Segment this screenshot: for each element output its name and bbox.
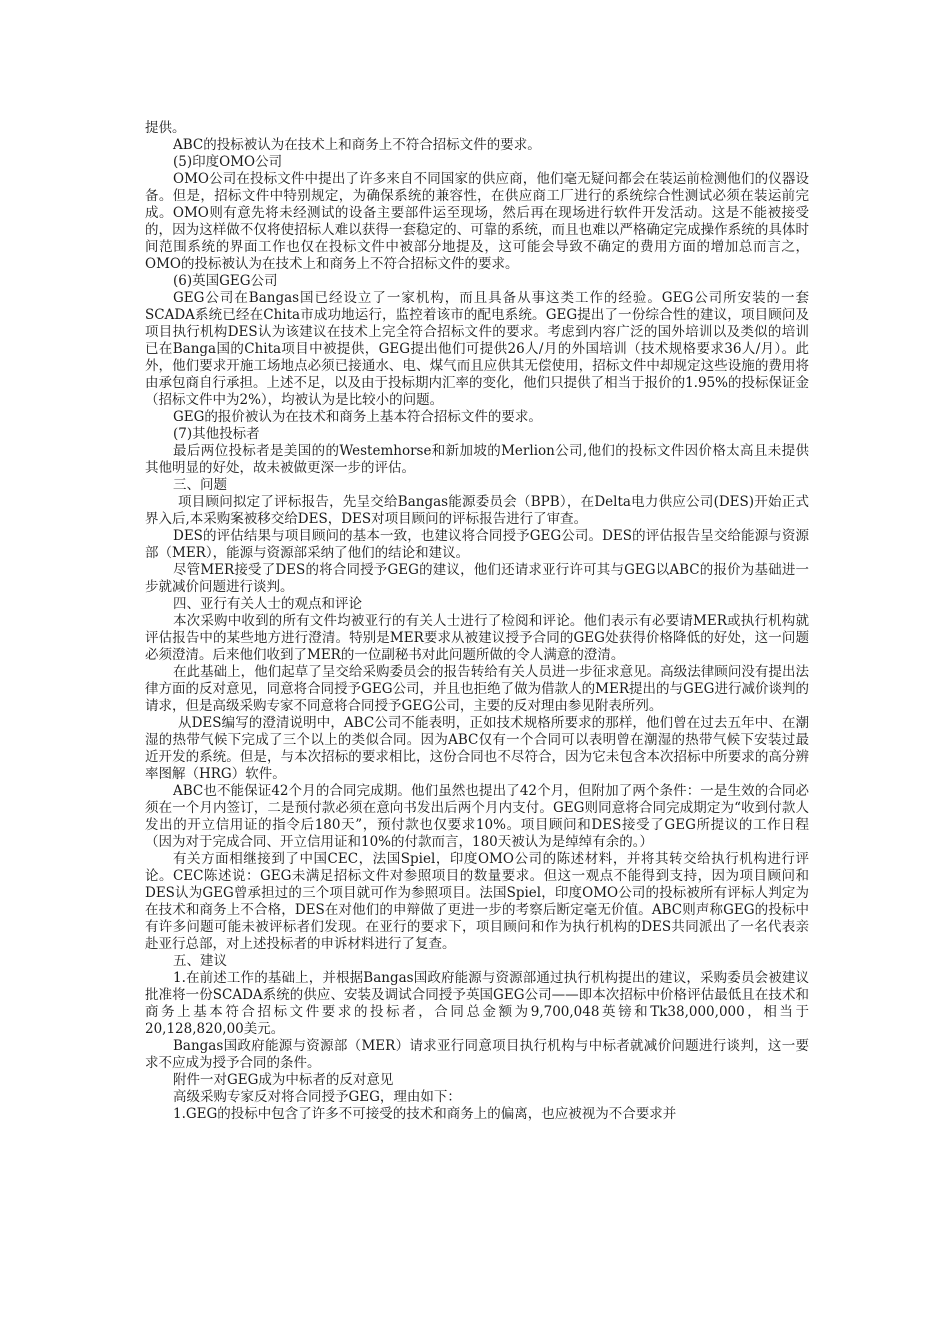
paragraph: 高级采购专家反对将合同授予GEG，理由如下：: [173, 1089, 461, 1105]
paragraph: GEG的报价被认为在技术和商务上基本符合招标文件的要求。: [173, 409, 542, 425]
section-heading: (5)印度OMO公司: [173, 154, 283, 170]
section-heading: (7)其他投标者: [173, 426, 260, 442]
paragraph: DES的评估结果与项目顾问的基本一致，也建议将合同授予GEG公司。DES的评估报告呈交给能源与资源部（MER），能源与资源部采纳了他们的结论和建议。: [145, 528, 809, 561]
document-body: [145, 120, 809, 1123]
paragraph: OMO公司在投标文件中提出了许多来自不同国家的供应商，他们毫无疑问都会在装运前检测他们的仪器设备。但是，招标文件中特别规定，为确保系统的兼容性，在供应商工厂进行的系统综合性测试必须在装运前完成。OMO则有意先将未经测试的设备主要部件运至现场，然后再在现场进行软件开发活动。这是不能被接受的，因为这样做不仅将使招标人难以获得一套稳定的、可靠的系统，而且也难以严格确定完成操作系统的具体时间范围系统的界面工作也仅在投标文件中被部分地提及，这可能会导致不确定的费用方面的增加总而言之，OMO的投标被认为在技术上和商务上不符合招标文件的要求。: [145, 171, 809, 272]
paragraph: 1.GEG的投标中包含了许多不可接受的技术和商务上的偏离，也应被视为不合要求并: [173, 1106, 677, 1122]
section-heading: (6)英国GEG公司: [173, 273, 278, 289]
paragraph: 在此基础上，他们起草了呈交给采购委员会的报告转给有关人员进一步征求意见。高级法律顾问没有提出法律方面的反对意见，同意将合同授予GEG公司，并且也拒绝了做为借款人的MER提出的与GEG进行减价谈判的请求，但是高级采购专家不同意将合同授予GEG公司，主要的反对理由参见附表所列。: [145, 664, 809, 714]
paragraph: 尽管MER接受了DES的将合同授予GEG的建议，他们还请求亚行许可其与GEG以ABC的报价为基础进一步就减价问题进行谈判。: [145, 562, 809, 595]
paragraph: 从DES编写的澄清说明中，ABC公司不能表明，正如技术规格所要求的那样，他们曾在过去五年中、在潮湿的热带气候下完成了三个以上的类似合同。因为ABC仅有一个合同可以表明曾在潮湿的热带气候下安装过最近开发的系统。但是，与本次招标的要求相比，这份合同也不尽符合，因为它未包含本次招标中所要求的高分辨率图解（HRG）软件。: [145, 715, 809, 782]
paragraph: 本次采购中收到的所有文件均被亚行的有关人士进行了检阅和评论。他们表示有必要请MER或执行机构就评估报告中的某些地方进行澄清。特别是MER要求从被建议授予合同的GEG处获得价格降低的好处，这一问题必须澄清。后来他们收到了MER的一位副秘书对此问题所做的令人满意的澄清。: [145, 613, 809, 663]
section-heading: 三、问题: [173, 477, 227, 493]
paragraph: ABC也不能保证42个月的合同完成期。他们虽然也提出了42个月，但附加了两个条件：一是生效的合同必须在一个月内签订，二是预付款必须在意向书发出后两个月内支付。GEG则同意将合同完成期定为“收到付款人发出的开立信用证的指令后180天”，预付款也仅要求10%。项目顾问和DES接受了GEG所提议的工作日程（因为对于完成合同、开立信用证和10%的付款而言，180天被认为是绰绰有余的。）: [145, 783, 809, 850]
paragraph: ABC的投标被认为在技术上和商务上不符合招标文件的要求。: [173, 137, 541, 153]
paragraph: 提供。: [145, 120, 186, 136]
paragraph: 项目顾问拟定了评标报告，先呈交给Bangas能源委员会（BPB），在Delta电力供应公司(DES)开始正式界入后,本采购案被移交给DES，DES对项目顾问的评标报告进行了审查。: [145, 494, 809, 527]
paragraph: 最后两位投标者是美国的的Westemhorse和新加坡的Merlion公司,他们的投标文件因价格太高且未提供其他明显的好处，故未被做更深一步的评估。: [145, 443, 809, 476]
paragraph: Bangas国政府能源与资源部（MER）请求亚行同意项目执行机构与中标者就减价问题进行谈判，这一要求不应成为授予合同的条件。: [145, 1038, 809, 1071]
paragraph: GEG公司在Bangas国已经设立了一家机构，而且具备从事这类工作的经验。GEG公司所安装的一套SCADA系统已经在Chita市成功地运行，监控着该市的配电系统。GEG提出了一份综合性的建议，项目顾问及项目执行机构DES认为该建议在技术上完全符合招标文件的要求。考虑到内容广泛的国外培训以及类似的培训已在Banga国的Chita项目中被提供，GEG提出他们可提供26人/月的外国培训（技术规格要求36人/月）。此外，他们要求开施工场地点必须已接通水、电、煤气而且应供其无偿使用，招标文件中却规定这些设施的费用将由承包商自行承担。上述不足，以及由于投标期内汇率的变化，他们只提供了相当于报价的1.95%的投标保证金（招标文件中为2%），均被认为是比较小的问题。: [145, 290, 809, 408]
paragraph: 有关方面相继接到了中国CEC，法国Spiel，印度OMO公司的陈述材料，并将其转交给执行机构进行评论。CEC陈述说：GEG未满足招标文件对参照项目的数量要求。但这一观点不能得到支持，因为项目顾问和DES认为GEG曾承担过的三个项目就可作为参照项目。法国Spiel，印度OMO公司的投标被所有评标人判定为在技术和商务上不合格，DES在对他们的申辩做了更进一步的考察后断定毫无价值。ABC则声称GEG的投标中有许多问题可能未被评标者们发现。在亚行的要求下，项目顾问和作为执行机构的DES共同派出了一名代表亲赴亚行总部，对上述投标者的申诉材料进行了复查。: [145, 851, 809, 952]
section-heading: 四、亚行有关人士的观点和评论: [173, 596, 362, 612]
paragraph: 1.在前述工作的基础上，并根据Bangas国政府能源与资源部通过执行机构提出的建议，采购委员会被建议批准将一份SCADA系统的供应、安装及调试合同授予英国GEG公司——即本次招标中价格评估最低且在技术和商务上基本符合招标文件要求的投标者，合同总金额为9,700,048英镑和Tk38,000,000，相当于20,128,820,00美元。: [145, 970, 809, 1037]
section-heading: 五、建议: [173, 953, 227, 969]
section-heading: 附件一对GEG成为中标者的反对意见: [173, 1072, 394, 1088]
